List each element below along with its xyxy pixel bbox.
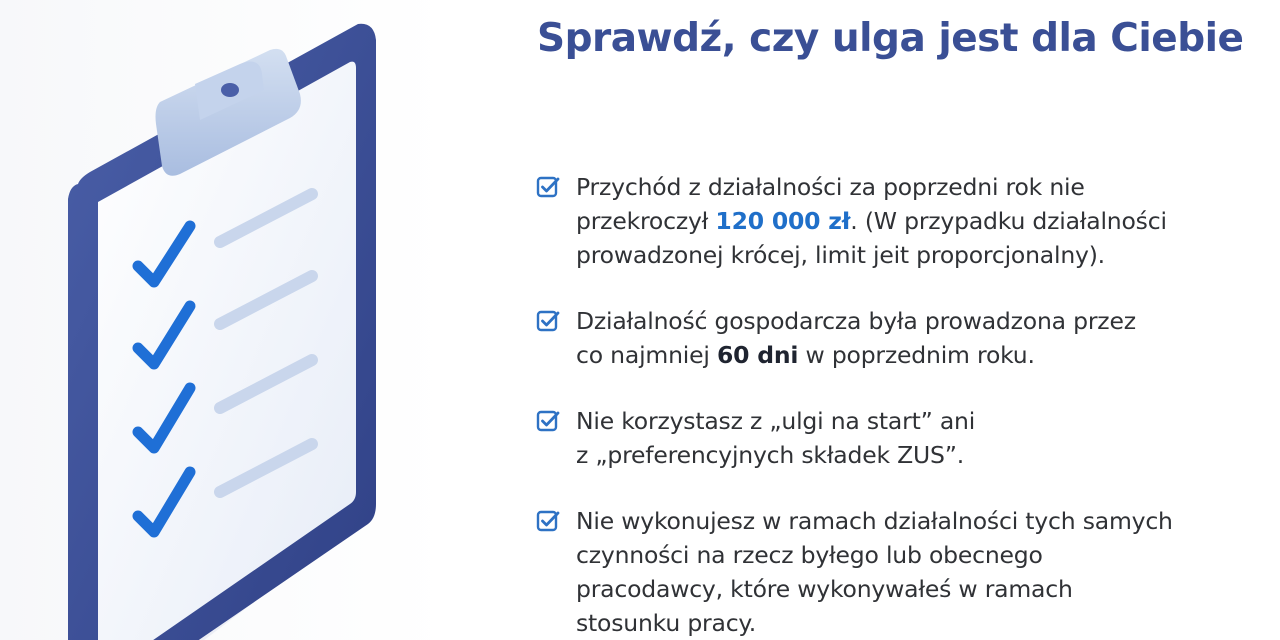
criterion-line: z „preferencyjnych składek ZUS”.	[576, 441, 965, 469]
criterion-line: stosunku pracy.	[576, 609, 757, 637]
checkbox-check-icon	[536, 509, 560, 533]
criterion-business-duration	[536, 304, 1256, 372]
criterion-text: co najmniej	[576, 341, 717, 369]
criterion-line	[576, 204, 1256, 238]
minimum-days: 60 dni	[716, 341, 799, 369]
criterion-line: Nie korzystasz z „ulgi na start” ani	[576, 407, 976, 435]
clipboard-checklist-icon	[50, 14, 390, 640]
criterion-line: czynności na rzecz byłego lub obecnego	[576, 541, 1043, 569]
criterion-text: . (W przypadku działalności	[850, 207, 1167, 235]
checkbox-check-icon	[536, 309, 560, 333]
criterion-line: prowadzonej krócej, limit jeit proporcjonalny).	[576, 241, 1105, 269]
eligibility-criteria-list	[536, 170, 1256, 640]
criterion-line: pracodawcy, które wykonywałeś w ramach	[576, 575, 1073, 603]
page-title: Sprawdź, czy ulga jest dla Ciebie	[537, 16, 1244, 61]
criterion-line	[576, 338, 1256, 372]
criterion-revenue-limit	[536, 170, 1256, 272]
criterion-line: Nie wykonujesz w ramach działalności tych samych	[576, 507, 1173, 535]
criterion-former-employer	[536, 504, 1256, 640]
criterion-no-other-reliefs	[536, 404, 1256, 472]
checkbox-check-icon	[536, 409, 560, 433]
criterion-line: Przychód z działalności za poprzedni rok nie	[576, 173, 1085, 201]
checkbox-check-icon	[536, 175, 560, 199]
criterion-text: przekroczył	[576, 207, 716, 235]
criterion-line: Działalność gospodarcza była prowadzona przez	[576, 307, 1136, 335]
revenue-limit-amount: 120 000 zł	[715, 207, 851, 235]
criterion-text: w poprzednim roku.	[798, 341, 1035, 369]
